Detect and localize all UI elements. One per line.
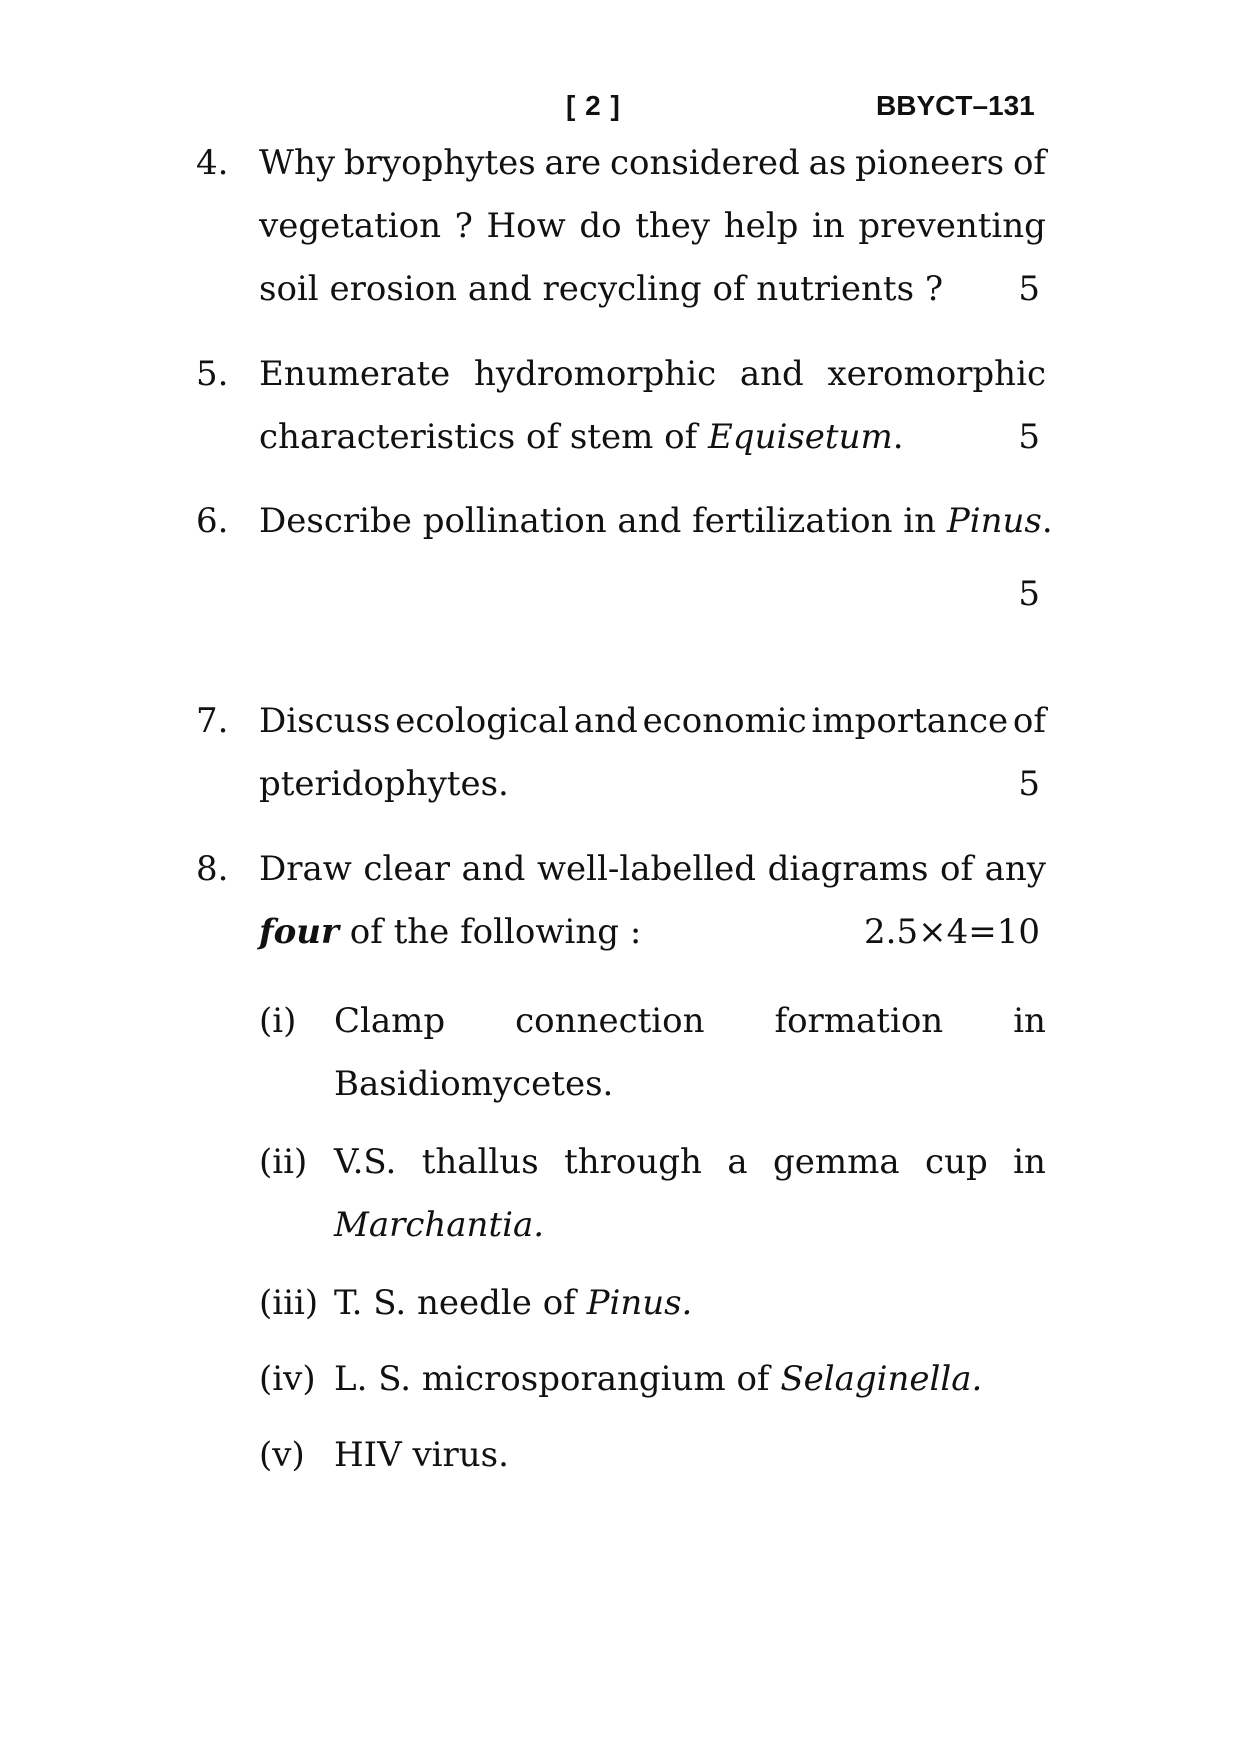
word: help [723, 206, 799, 246]
text: characteristics of stem of [259, 417, 708, 457]
word: Discuss [259, 701, 391, 741]
word: hydromorphic [473, 354, 717, 394]
word: importance [811, 701, 1009, 741]
word: and [739, 354, 804, 394]
word: in [811, 206, 845, 246]
question-8 [196, 838, 1046, 964]
question-text [259, 901, 641, 964]
word: well-labelled [536, 849, 757, 889]
word: economic [642, 701, 807, 741]
sub-item-line [334, 990, 1046, 1053]
word: formation [774, 1001, 944, 1041]
word: connection [515, 1001, 705, 1041]
word: any [984, 849, 1046, 889]
sub-item-v [259, 1424, 1046, 1487]
question-7 [196, 690, 1046, 816]
question-5 [196, 343, 1046, 469]
genus-name: Equisetum [707, 417, 893, 457]
question-line [259, 258, 1046, 321]
sub-item-line: HIV virus. [334, 1435, 509, 1475]
question-number: 6. [196, 501, 229, 541]
marks: 5 [1018, 417, 1040, 457]
word: as [808, 143, 847, 183]
question-line [259, 343, 1046, 406]
page-number: [ 2 ] [566, 90, 621, 121]
genus-name: Pinus [946, 501, 1042, 541]
emphasis: four [259, 912, 339, 952]
word: ecological [395, 701, 570, 741]
paper-code: BBYCT–131 [876, 90, 1035, 121]
sub-item-i [259, 990, 1046, 1116]
question-number: 5. [196, 354, 229, 394]
genus-name: Pinus. [586, 1283, 693, 1323]
word: clear [363, 849, 450, 889]
question-number: 4. [196, 143, 229, 183]
marks: 5 [1018, 764, 1040, 804]
sub-item-iv [259, 1348, 1046, 1411]
question-text: pteridophytes. [259, 764, 509, 804]
question-line [259, 490, 1053, 553]
sub-item-line [334, 1348, 1046, 1411]
word: preventing [858, 206, 1046, 246]
word: ? [454, 206, 473, 246]
sub-item-line [334, 1194, 1046, 1257]
question-line [259, 132, 1046, 195]
word: and [573, 701, 638, 741]
text: . [1041, 501, 1053, 541]
question-6 [196, 490, 1053, 626]
genus-name: Marchantia. [334, 1205, 545, 1245]
text: T. S. needle of [334, 1283, 587, 1323]
word: and [461, 849, 526, 889]
question-line [259, 838, 1046, 901]
word: bryophytes [343, 143, 536, 183]
sub-item-number: (v) [259, 1435, 305, 1475]
sub-item-line [334, 1131, 1046, 1194]
sub-item-line [334, 1272, 1046, 1335]
genus-name: Selaginella. [780, 1359, 983, 1399]
word: are [544, 143, 602, 183]
word: Clamp [334, 1001, 446, 1041]
marks: 2.5×4=10 [864, 912, 1040, 952]
word: Why [259, 143, 336, 183]
word: Enumerate [259, 354, 451, 394]
question-number: 7. [196, 701, 229, 741]
word: do [579, 206, 622, 246]
text: Describe pollination and fertilization in [259, 501, 947, 541]
word: cup [925, 1142, 988, 1182]
sub-item-number: (iv) [259, 1359, 316, 1399]
sub-item-number: (ii) [259, 1142, 308, 1182]
question-line [259, 195, 1046, 258]
marks: 5 [1018, 269, 1040, 309]
question-line [259, 753, 1046, 816]
word: of [939, 849, 974, 889]
text: . [892, 417, 904, 457]
marks: 5 [1018, 574, 1040, 614]
sub-item-ii [259, 1131, 1046, 1257]
sub-item-line: Basidiomycetes. [334, 1064, 614, 1104]
question-line [259, 406, 1046, 469]
word: of [1012, 701, 1046, 741]
word: a [727, 1142, 748, 1182]
word: they [635, 206, 711, 246]
word: vegetation [259, 206, 442, 246]
word: pioneers [855, 143, 1005, 183]
word: diagrams [767, 849, 929, 889]
word: thallus [421, 1142, 539, 1182]
word: through [564, 1142, 702, 1182]
question-line [259, 690, 1046, 753]
word: in [1013, 1001, 1046, 1041]
question-number: 8. [196, 849, 229, 889]
word: V.S. [334, 1142, 397, 1182]
question-line [259, 901, 1046, 964]
word: gemma [773, 1142, 900, 1182]
word: How [486, 206, 566, 246]
word: Draw [259, 849, 352, 889]
sub-item-number: (iii) [259, 1283, 319, 1323]
question-text: soil erosion and recycling of nutrients ? [259, 269, 944, 309]
word: xeromorphic [827, 354, 1046, 394]
question-4 [196, 132, 1046, 321]
word: considered [610, 143, 800, 183]
text: L. S. microsporangium of [334, 1359, 781, 1399]
word: of [1012, 143, 1046, 183]
sub-item-number: (i) [259, 1001, 297, 1041]
word: in [1013, 1142, 1046, 1182]
text: of the following : [338, 912, 642, 952]
question-text [259, 406, 904, 469]
sub-item-iii [259, 1272, 1046, 1335]
